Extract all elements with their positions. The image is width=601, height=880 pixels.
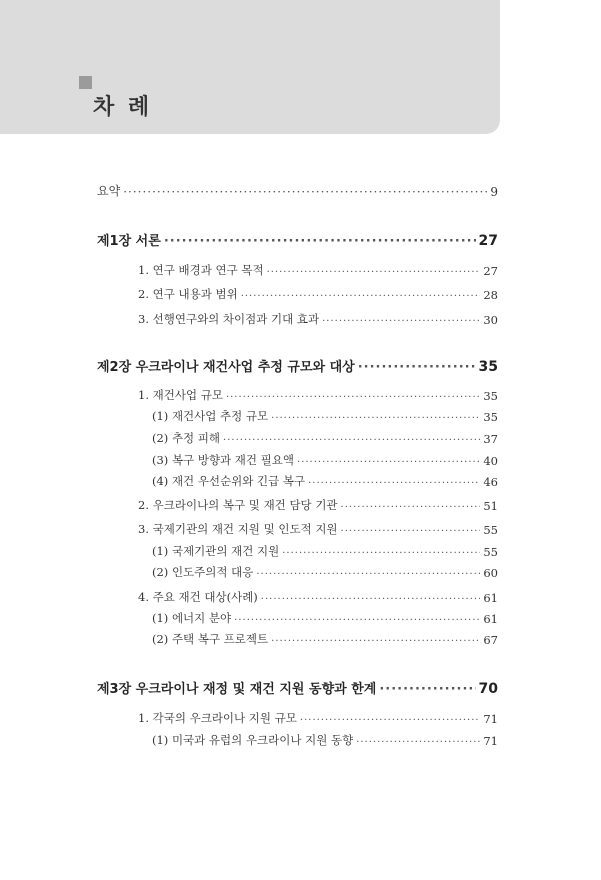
toc-leader-dots <box>123 186 487 199</box>
toc-leader-dots <box>356 735 480 748</box>
toc-label: 요약 <box>97 184 121 198</box>
toc-page-number: 27 <box>483 264 498 278</box>
toc-leader-dots <box>256 567 480 580</box>
toc-chapter-2[interactable] <box>97 356 498 375</box>
toc-page-number: 67 <box>483 633 498 647</box>
toc-label: (2) 인도주의적 대응 <box>152 565 254 579</box>
toc-label: 제2장 우크라이나 재건사업 추정 규모와 대상 <box>97 360 355 375</box>
toc-subsection[interactable] <box>152 631 498 647</box>
toc-entry-summary[interactable] <box>97 182 498 199</box>
toc-leader-dots <box>358 361 476 375</box>
toc-leader-dots <box>267 265 481 278</box>
toc-label: (1) 국제기관의 재건 지원 <box>152 544 280 558</box>
toc-chapter-1[interactable] <box>97 230 498 249</box>
toc-label: 제3장 우크라이나 재정 및 재건 지원 동향과 한계 <box>97 682 377 697</box>
toc-subsection[interactable] <box>152 430 498 446</box>
toc-leader-dots <box>241 289 481 302</box>
toc-page-number: 30 <box>483 313 498 327</box>
toc-section[interactable] <box>138 521 498 537</box>
toc-label: 1. 각국의 우크라이나 지원 규모 <box>138 711 297 725</box>
toc-section[interactable] <box>138 497 498 513</box>
toc-page-number: 37 <box>483 432 498 446</box>
toc-page-number: 35 <box>483 389 498 403</box>
toc-label: 3. 국제기관의 재건 지원 및 인도적 지원 <box>138 522 338 536</box>
toc-leader-dots <box>223 433 480 446</box>
toc-label: (1) 재건사업 추정 규모 <box>152 409 269 423</box>
toc-leader-dots <box>261 592 481 605</box>
toc-page-number: 60 <box>483 566 498 580</box>
toc-leader-dots <box>341 524 481 537</box>
toc-leader-dots <box>282 546 480 559</box>
toc-page-number: 55 <box>483 523 498 537</box>
toc-label: (1) 미국과 유럽의 우크라이나 지원 동향 <box>152 733 354 747</box>
toc-label: 2. 연구 내용과 범위 <box>138 287 238 301</box>
toc-page-number: 55 <box>483 545 498 559</box>
toc-leader-dots <box>271 411 480 424</box>
toc-leader-dots <box>226 390 480 403</box>
toc-page-number: 27 <box>478 233 498 249</box>
toc-chapter-3[interactable] <box>97 678 498 697</box>
toc-subsection[interactable] <box>152 473 498 489</box>
toc-label: (2) 주택 복구 프로젝트 <box>152 632 269 646</box>
toc-leader-dots <box>308 476 480 489</box>
toc-subsection[interactable] <box>152 408 498 424</box>
toc-page-number: 70 <box>478 681 498 697</box>
toc-leader-dots <box>379 683 475 697</box>
toc-leader-dots <box>322 314 480 327</box>
toc-section[interactable] <box>138 387 498 403</box>
toc-page-number: 51 <box>483 499 498 513</box>
toc-page-number: 35 <box>478 359 498 375</box>
toc-section[interactable] <box>138 262 498 278</box>
toc-leader-dots <box>341 500 481 513</box>
toc-label: (3) 복구 방향과 재건 필요액 <box>152 453 295 467</box>
toc-page-number: 71 <box>483 734 498 748</box>
toc-subsection[interactable] <box>152 732 498 748</box>
toc-label: 2. 우크라이나의 복구 및 재건 담당 기관 <box>138 498 338 512</box>
title-marker-square <box>79 76 92 89</box>
toc-leader-dots <box>164 235 476 249</box>
toc-page-number: 9 <box>490 185 498 199</box>
toc-label: 1. 연구 배경과 연구 목적 <box>138 263 264 277</box>
toc-subsection[interactable] <box>152 610 498 626</box>
toc-label: 3. 선행연구와의 차이점과 기대 효과 <box>138 312 320 326</box>
toc-page-number: 35 <box>483 410 498 424</box>
toc-page-number: 28 <box>483 288 498 302</box>
toc-page-number: 40 <box>483 454 498 468</box>
toc-label: 1. 재건사업 규모 <box>138 388 223 402</box>
toc-label: (1) 에너지 분야 <box>152 611 232 625</box>
toc-page-number: 71 <box>483 712 498 726</box>
toc-label: (2) 추정 피해 <box>152 431 221 445</box>
toc-label: 제1장 서론 <box>97 234 161 249</box>
toc-page-number: 61 <box>483 612 498 626</box>
toc-page-number: 61 <box>483 591 498 605</box>
toc-subsection[interactable] <box>152 452 498 468</box>
toc-leader-dots <box>234 613 480 626</box>
toc-section[interactable] <box>138 286 498 302</box>
toc-leader-dots <box>297 455 480 468</box>
page-title: 차 례 <box>93 95 153 120</box>
toc-section[interactable] <box>138 311 498 327</box>
toc-leader-dots <box>300 713 480 726</box>
toc-subsection[interactable] <box>152 564 498 580</box>
toc-section[interactable] <box>138 589 498 605</box>
toc-section[interactable] <box>138 710 498 726</box>
toc-subsection[interactable] <box>152 543 498 559</box>
toc-label: (4) 재건 우선순위와 긴급 복구 <box>152 474 306 488</box>
toc-page-number: 46 <box>483 475 498 489</box>
header-band <box>0 0 500 134</box>
toc-label: 4. 주요 재건 대상(사례) <box>138 590 258 604</box>
toc-leader-dots <box>271 634 480 647</box>
